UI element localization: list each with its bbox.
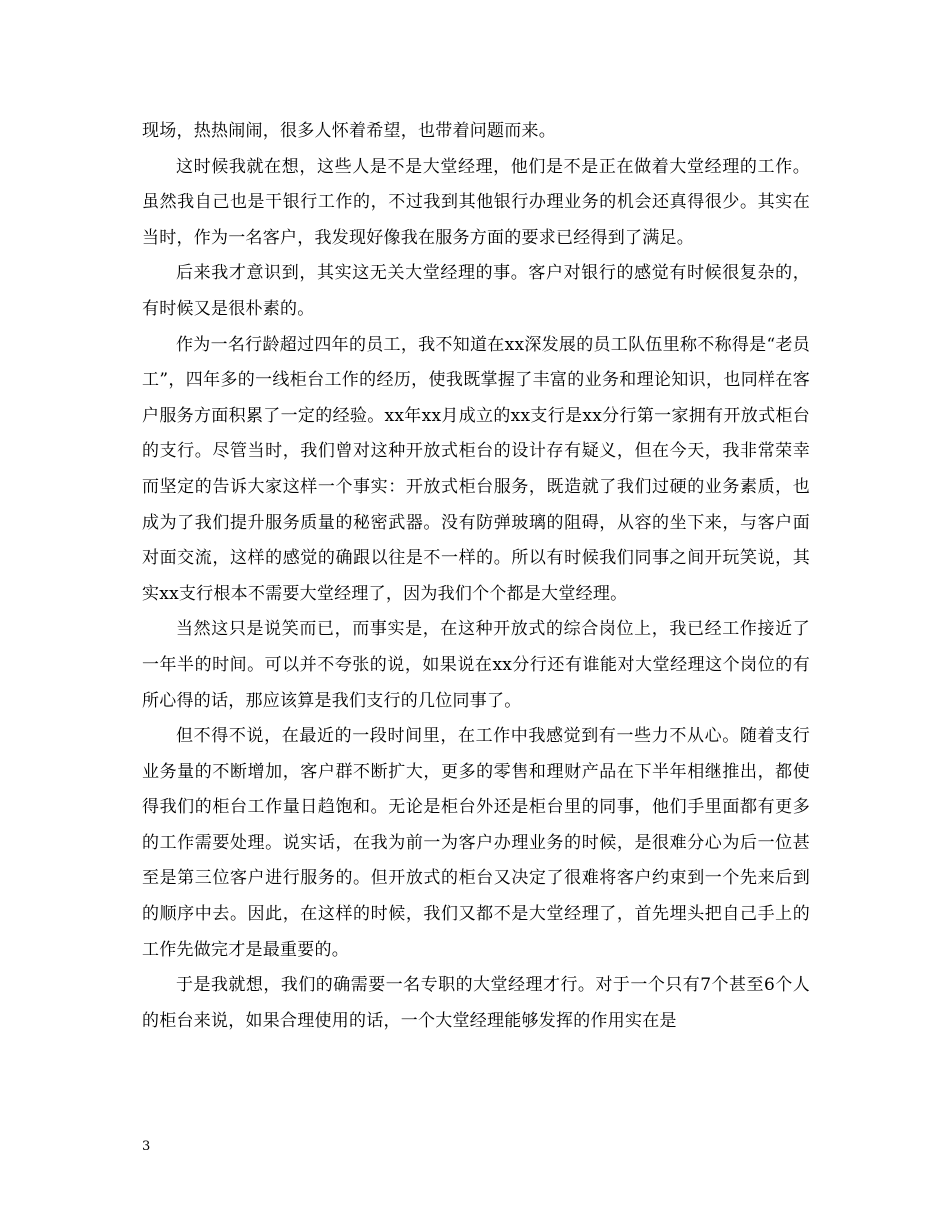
paragraph-2: 这时候我就在想，这些人是不是大堂经理，他们是不是正在做着大堂经理的工作。虽然我自己也是干银行工作的，不过我到其他银行办理业务的机会还真得很少。其实在当时，作为一名客户，我发现好像我在服务方面的要求已经得到了满足。 xyxy=(142,156,810,248)
paragraph-5: 当然这只是说笑而已，而事实是，在这种开放式的综合岗位上，我已经工作接近了一年半的时间。可以并不夸张的说，如果说在xx分行还有谁能对大堂经理这个岗位的有所心得的话，那应该算是我们支行的几位同事了。 xyxy=(142,619,810,711)
paragraph-7: 于是我就想，我们的确需要一名专职的大堂经理才行。对于一个只有7个甚至6个人的柜台来说，如果合理使用的话，一个大堂经理能够发挥的作用实在是 xyxy=(142,975,810,1031)
page-number: 3 xyxy=(142,1139,151,1154)
paragraph-4: 作为一名行龄超过四年的员工，我不知道在xx深发展的员工队伍里称不称得是“老员工”，四年多的一线柜台工作的经历，使我既掌握了丰富的业务和理论知识，也同样在客户服务方面积累了一定的经验。xx年xx月成立的xx支行是xx分行第一家拥有开放式柜台的支行。尽管当时，我们曾对这种开放式柜台的设计存有疑义，但在今天，我非常荣幸而坚定的告诉大家这样一个事实：开放式柜台服务，既造就了我们过硬的业务素质，也成为了我们提升服务质量的秘密武器。没有防弹玻璃的阻碍，从容的坐下来，与客户面对面交流，这样的感觉的确跟以往是不一样的。所以有时候我们同事之间开玩笑说，其实xx支行根本不需要大堂经理了，因为我们个个都是大堂经理。 xyxy=(142,334,810,604)
paragraph-3: 后来我才意识到，其实这无关大堂经理的事。客户对银行的感觉有时候很复杂的，有时候又是很朴素的。 xyxy=(142,263,810,319)
document-body xyxy=(142,114,810,1039)
paragraph-1: 现场，热热闹闹，很多人怀着希望，也带着问题而来。 xyxy=(142,121,556,141)
paragraph-6: 但不得不说，在最近的一段时间里，在工作中我感觉到有一些力不从心。随着支行业务量的不断增加，客户群不断扩大，更多的零售和理财产品在下半年相继推出，都使得我们的柜台工作量日趋饱和。无论是柜台外还是柜台里的同事，他们手里面都有更多的工作需要处理。说实话，在我为前一为客户办理业务的时候，是很难分心为后一位甚至是第三位客户进行服务的。但开放式的柜台又决定了很难将客户约束到一个先来后到的顺序中去。因此，在这样的时候，我们又都不是大堂经理了，首先埋头把自己手上的工作先做完才是最重要的。 xyxy=(142,726,810,960)
